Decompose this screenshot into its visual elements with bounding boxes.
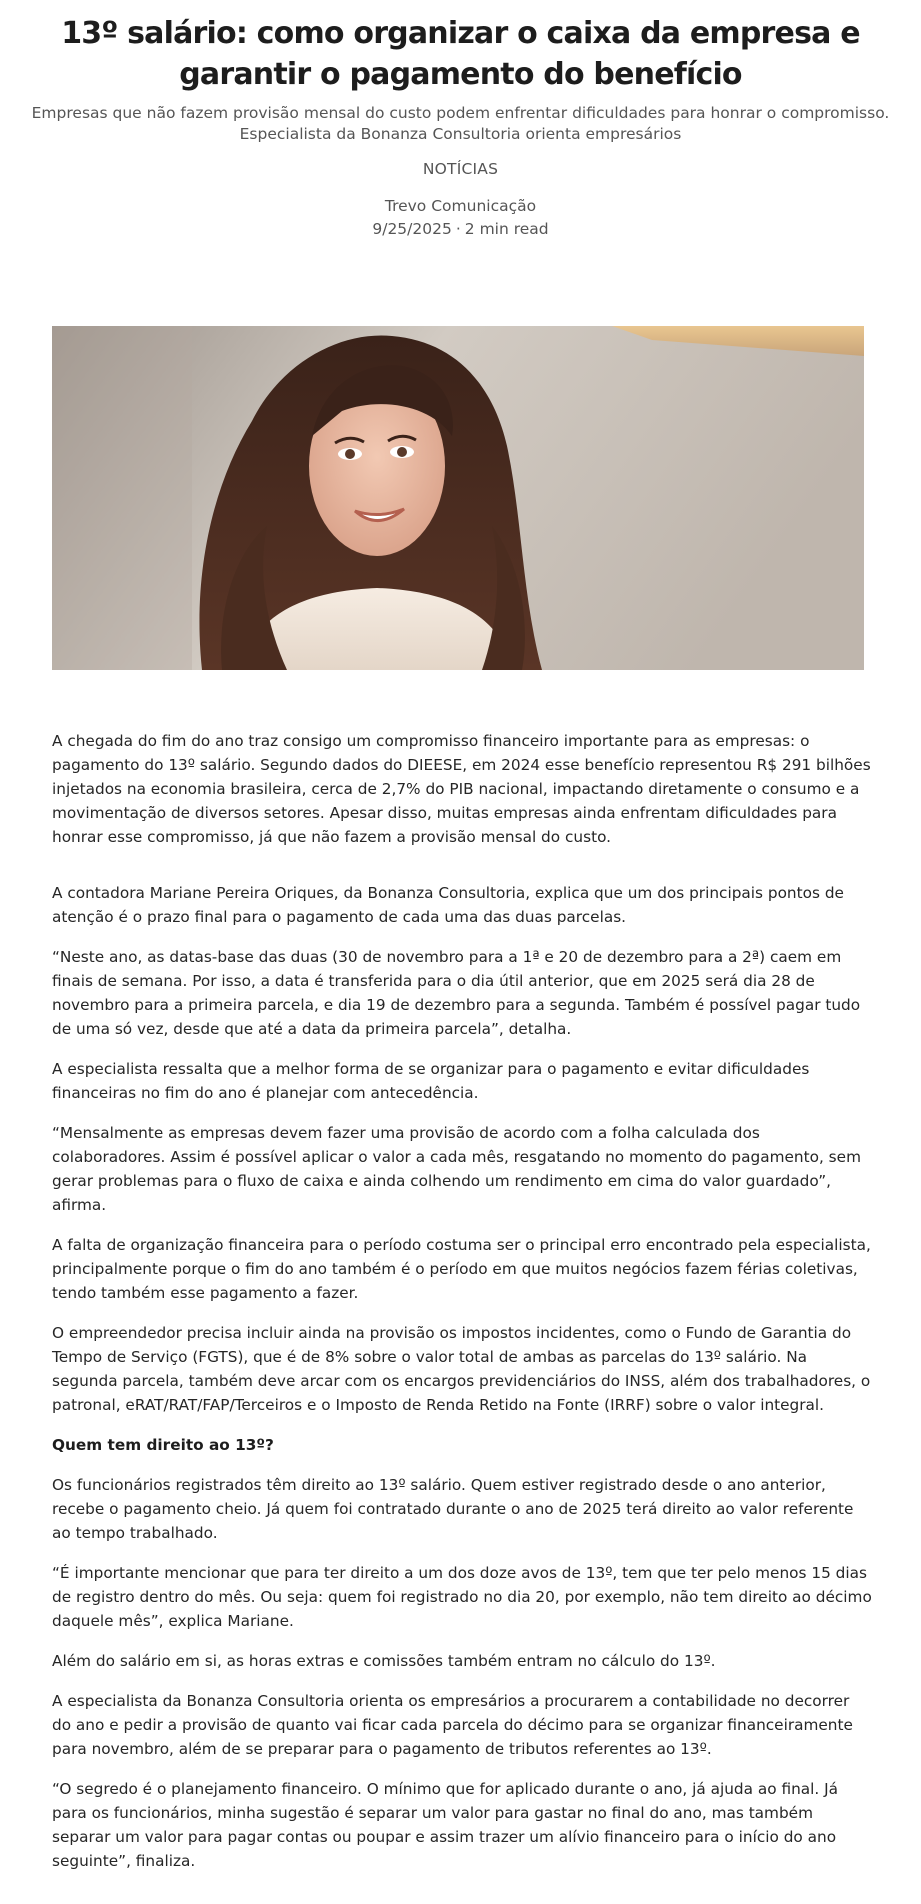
article-paragraph: “Mensalmente as empresas devem fazer uma provisão de acordo com a folha calculada dos colaboradores. Assim é possível aplicar o valor a cada mês, resgatando no momento do pagamento, sem gerar problemas para o fluxo de caixa e ainda colhendo um rendimento em cima do valor guardado”, afirma.	[52, 1124, 861, 1214]
article-paragraph: A especialista da Bonanza Consultoria orienta os empresários a procurarem a contabilidade no decorrer do ano e pedir a provisão de quanto vai ficar cada parcela do décimo para se organizar financeiramente para novembro, além de se preparar para o pagamento de tributos referentes ao 13º.	[52, 1692, 853, 1758]
meta-separator: ·	[455, 220, 461, 238]
article-paragraph: A chegada do fim do ano traz consigo um compromisso financeiro importante para as empresas: o pagamento do 13º salário. Segundo dados do DIEESE, em 2024 esse benefício representou R$ 291 bilhões injetados na economia brasileira, cerca de 2,7% do PIB nacional, impactando diretamente o consumo e a movimentação de diversos setores. Apesar disso, muitas empresas ainda enfrentam dificuldades para honrar esse compromisso, já que não fazem a provisão mensal do custo.	[52, 732, 871, 846]
article-paragraph: Além do salário em si, as horas extras e comissões também entram no cálculo do 13º.	[52, 1652, 716, 1670]
article-paragraph: “O segredo é o planejamento financeiro. O mínimo que for aplicado durante o ano, já ajuda ao final. Já para os funcionários, minha sugestão é separar um valor para gastar no final do ano, mas também separar um valor para pagar contas ou poupar e assim trazer um alívio financeiro para o início do ano seguinte”, finaliza.	[52, 1780, 839, 1870]
post-meta	[0, 219, 921, 239]
article-paragraph: “Neste ano, as datas-base das duas (30 de novembro para a 1ª e 20 de dezembro para a 2ª) caem em finais de semana. Por isso, a data é transferida para o dia útil anterior, que em 2025 será dia 28 de novembro para a primeira parcela, e dia 19 de dezembro para a segunda. Também é possível pagar tudo de uma só vez, desde que até a data da primeira parcela”, detalha.	[52, 948, 861, 1038]
article-subtitle: Empresas que não fazem provisão mensal do custo podem enfrentar dificuldades para honrar o compromisso. Especialista da Bonanza Consultoria orienta empresários	[31, 104, 890, 143]
hero-image	[52, 326, 864, 670]
article-paragraph: A contadora Mariane Pereira Oriques, da Bonanza Consultoria, explica que um dos principais pontos de atenção é o prazo final para o pagamento de cada uma das duas parcelas.	[52, 884, 844, 926]
article-subheading: Quem tem direito ao 13º?	[52, 1436, 274, 1454]
article-header	[0, 0, 921, 239]
category-link[interactable]: NOTÍCIAS	[422, 160, 499, 178]
article-paragraph: O empreendedor precisa incluir ainda na provisão os impostos incidentes, como o Fundo de Garantia do Tempo de Serviço (FGTS), que é de 8% sobre o valor total de ambas as parcelas do 13º salário. Na segunda parcela, também deve arcar com os encargos previdenciários do INSS, além dos trabalhadores, o patronal, eRAT/RAT/FAP/Terceiros e o Imposto de Renda Retido na Fonte (IRRF) sobre o valor integral.	[52, 1324, 871, 1414]
article-paragraph: A falta de organização financeira para o período costuma ser o principal erro encontrado pela especialista, principalmente porque o fim do ano também é o período em que muitos negócios fazem férias coletivas, tendo também esse pagamento a fazer.	[52, 1236, 871, 1302]
article-paragraph: Os funcionários registrados têm direito ao 13º salário. Quem estiver registrado desde o ano anterior, recebe o pagamento cheio. Já quem foi contratado durante o ano de 2025 terá direito ao valor referente ao tempo trabalhado.	[52, 1476, 854, 1542]
read-time: 2 min read	[464, 220, 549, 238]
article-paragraph: A especialista ressalta que a melhor forma de se organizar para o pagamento e evitar dificuldades financeiras no fim do ano é planejar com antecedência.	[52, 1060, 810, 1102]
author-name[interactable]: Trevo Comunicação	[384, 197, 537, 215]
article-paragraph: “É importante mencionar que para ter direito a um dos doze avos de 13º, tem que ter pelo menos 15 dias de registro dentro do mês. Ou seja: quem foi registrado no dia 20, por exemplo, não tem direito ao décimo daquele mês”, explica Mariane.	[52, 1564, 872, 1630]
article-title: 13º salário: como organizar o caixa da empresa e garantir o pagamento do benefício	[61, 16, 860, 92]
post-date: 9/25/2025	[372, 220, 452, 238]
article-body	[52, 729, 872, 1889]
